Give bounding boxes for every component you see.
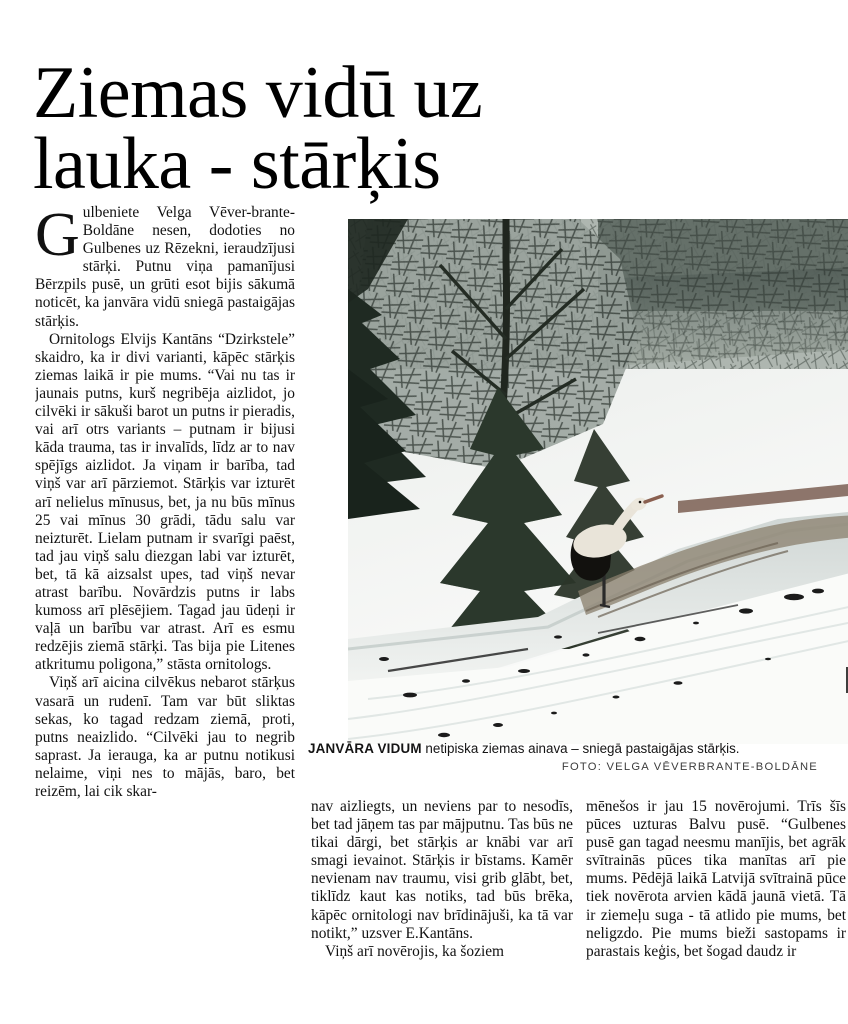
paragraph-intro [35, 204, 295, 331]
paragraph: Ornitologs Elvijs Kantāns “Dzirkstele” skaidro, ka ir divi varianti, kāpēc stārķis ziemas laikā ir pie mums. “Vai nu tas ir jaunais putns, kurš negribēja aizlidot, jo cilvēki ir sākuši barot un putns ir pieradis, vai arī otrs variants – putnam ir bijusi kāda trauma, tas ir invalīds, līdz ar to nav spējīgs aizlidot. Ja viņam ir barība, tad viņš var arī pārziemot. Stārķis var izturēt arī nelielus mīnusus, bet, ja nu būs mīnus 25 vai mīnus 30 grādi, tādu salu var neizturēt. Lielam putnam ir svarīgi paēst, tad jau viņš salu diezgan labi var izturēt, bet, tā kā aizsalst upes, tad viņš nevar atrast barību. Novārdzis putns ir labs kumoss arī plēsējiem. Tagad jau ūdeņi ir vaļā un barību var atrast. Arī es esmu redzējis ziemā stārķi. Tas bija pie Litenes atkritumu poligona,” stāsta ornitologs. [35, 330, 295, 674]
paragraph: nav aizliegts, un neviens par to nesodīs, bet tad jāņem tas par mājputnu. Tas būs ne tikai dārgi, bet stārķis ar knābi var arī smagi ievainot. Stārķis ir bīstams. Kamēr nevienam nav traumu, visi grib glābt, bet, tiklīdz kaut kas notiks, tad būs brēka, kāpēc ornitologi nav brīdinājuši, ka tā var notikt,” uzsver E.Kantāns. [311, 798, 573, 942]
photo-illustration [348, 219, 848, 744]
article-column-1 [35, 204, 295, 1024]
caption-lead: JANVĀRA VIDUM [308, 741, 422, 756]
caption-body: netipiska ziemas ainava – sniegā pastaigājas stārķis. [421, 741, 740, 756]
paragraph: Viņš arī aicina cilvēkus nebarot stārķus vasarā un rudenī. Tam var būt sliktas sekas, ko tagad redzam ziemā, proti, putns neaizlido. “Cilvēki jau to negrib saprast. Ja ierauga, ka ar putnu notikusi nelaime, viņi nes to mājās, baro, bet reizēm, lai cik skar- [35, 674, 295, 800]
article-column-2 [311, 798, 573, 1024]
winter-landscape-with-stork-photo [348, 219, 848, 744]
article-column-3 [586, 798, 846, 1024]
photo-caption [308, 740, 818, 757]
paragraph-intro-text: ulbeniete Velga Vēver-brante-Boldāne nesen, dodoties no Gulbenes uz Rēzekni, ieraudzījusi stārķi. Putnu viņa pamanījusi Bērzpils pusē, un grūti esot bijis sākumā noticēt, ka janvāra vidū sniegā pastaigājas stārķis. [35, 204, 295, 330]
article-photo-figure [348, 219, 848, 744]
article-headline [33, 51, 693, 206]
paragraph: mēnešos ir jau 15 novērojumi. Trīs šīs pūces uzturas Balvu pusē. “Gulbenes pusē gan tagad neesmu manījis, bet agrāk svītrainās pūces tika manītas arī pie mums. Pēdējā laikā Latvijā svītrainā pūce tiek novērota arvien kādā jaunā vietā. Tā ir ziemeļu suga - tā atlido pie mums, bet neligzdo. Pie mums bieži sastopams ir parastais keģis, bet šogad daudz ir [586, 798, 846, 960]
photo-caption-block [308, 740, 818, 773]
paragraph: Viņš arī novērojis, ka šoziem [325, 942, 505, 960]
headline-line-1: Ziemas vidū uz [33, 51, 483, 134]
headline-line-2: lauka - stārķis [33, 123, 441, 206]
photo-credit: FOTO: VELGA VĒVERBRANTE-BOLDĀNE [561, 761, 818, 773]
drop-cap: G [35, 204, 80, 269]
